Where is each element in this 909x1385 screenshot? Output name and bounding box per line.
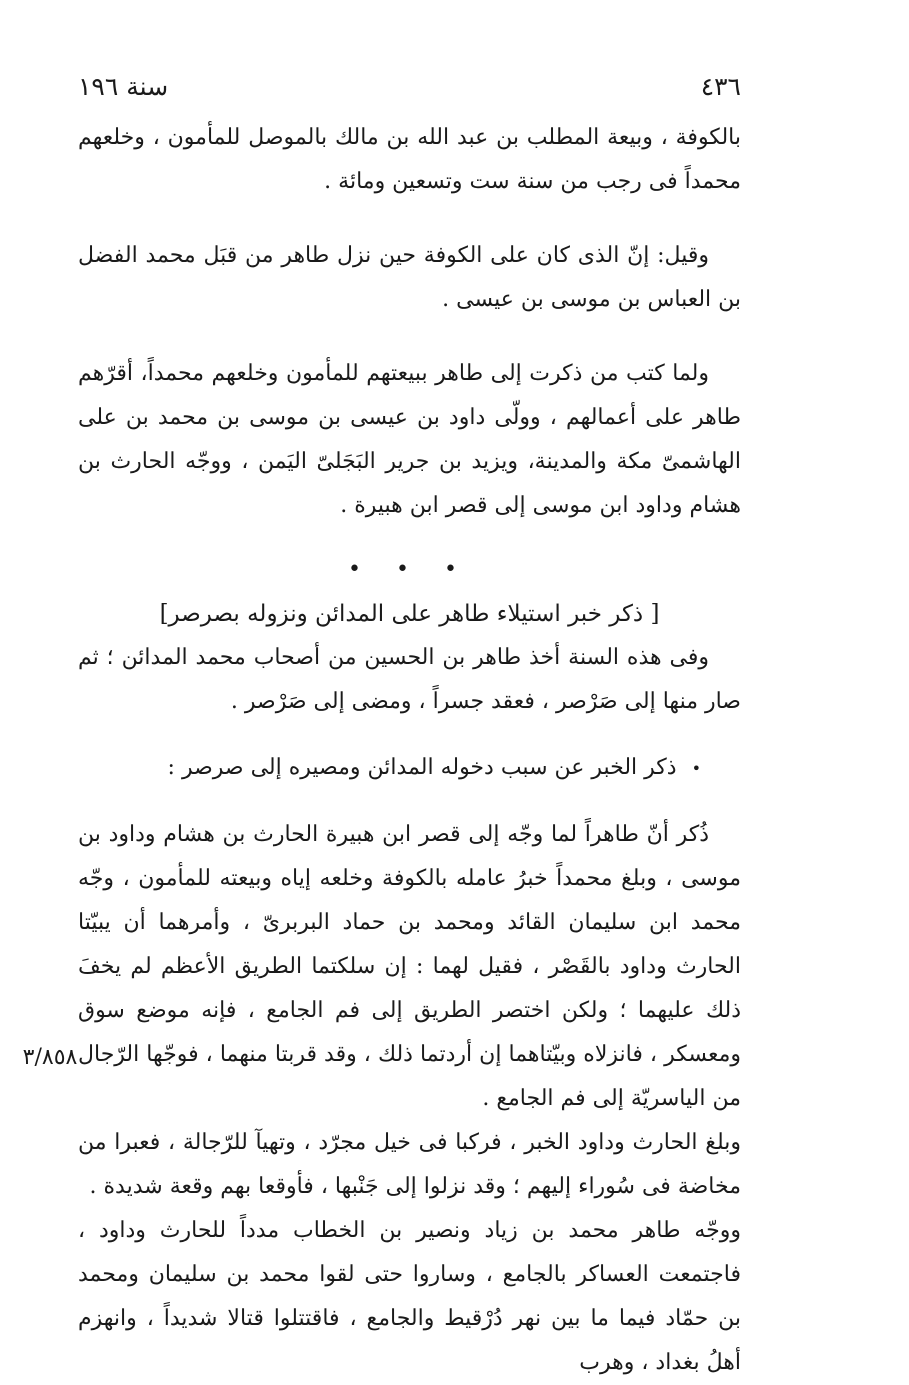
subheading-text: ذكر الخبر عن سبب دخوله المدائن ومصيره إلى صرصر : [167, 755, 677, 780]
paragraph-5: ذُكر أنّ طاهراً لما وجّه إلى قصر ابن هبيرة الحارث بن هشام وداود بن موسى ، وبلغ محمداً خبرُ عامله بالكوفة وخلعه إياه وبيعته للمأمون ، وجّه محمد ابن سليمان القائد ومحمد بن حماد البربرىّ ، وأمرهما أن يبيّتا الحارث وداود بالقَصْر ، فقيل لهما : إن سلكتما الطريق الأعظم لم يخفَ ذلك عليهما ؛ ولكن اختصر الطريق إلى فم الجامع ، فإنه موضع سوق ومعسكر ، فانزلاه وبيّتاهما إن أردتما ذلك ، وقد قربتا منهما ، فوجّها الرّجال من الياسريّة إلى فم الجامع . [78, 822, 741, 1111]
paragraph-3: ولما كتب من ذكرت إلى طاهر ببيعتهم للمأمون وخلعهم محمداً، أقرّهم طاهر على أعمالهم ، وولّى داود بن عيسى بن موسى بن محمد بن على الهاشمىّ مكة والمدينة، ويزيد بن جرير البَجَلىّ اليَمن ، ووجّه الحارث بن هشام وداود ابن موسى إلى قصر ابن هبيرة . [78, 361, 741, 518]
paragraph-4: وفى هذه السنة أخذ طاهر بن الحسين من أصحاب محمد المدائن ؛ ثم صار منها إلى صَرْصر ، فعقد جسراً ، ومضى إلى صَرْصر . [78, 645, 741, 714]
paragraph-6: وبلغ الحارث وداود الخبر ، فركبا فى خيل مجرّد ، وتهيآ للرّجالة ، فعبرا من مخاضة فى سُوراء إليهم ؛ وقد نزلوا إلى جَنْبها ، فأوقعا بهم وقعة شديدة . [78, 1130, 741, 1199]
paragraph-7: ووجّه طاهر محمد بن زياد ونصير بن الخطاب مدداً للحارث وداود ، فاجتمعت العساكر بالجامع ، وساروا حتى لقوا محمد بن سليمان ومحمد بن حمّاد فيما ما بين نهر دُرْقيط والجامع ، فاقتتلوا قتالا شديداً ، وانهزم أهلُ بغداد ، وهرب [78, 1218, 741, 1375]
section-ornament: • • • [348, 557, 471, 582]
paragraph-2: وقيل: إنّ الذى كان على الكوفة حين نزل طاهر من قبَل محمد الفضل بن العباس بن موسى بن عيسى . [78, 243, 741, 312]
bullet-icon: • [691, 759, 701, 778]
section-title: [ ذكر خبر استيلاء طاهر على المدائن ونزوله بصرصر] [159, 601, 660, 627]
margin-reference: ٣/٨٥٨ [22, 1045, 78, 1070]
page-header [78, 66, 741, 106]
subheading [78, 746, 741, 791]
year-label: سنة ١٩٦ [78, 71, 169, 101]
main-text [78, 116, 741, 1385]
paragraph-1: بالكوفة ، وبيعة المطلب بن عبد الله بن مالك بالموصل للمأمون ، وخلعهم محمداً فى رجب من سنة ست وتسعين ومائة . [78, 125, 741, 194]
page-number: ٤٣٦ [700, 71, 741, 101]
